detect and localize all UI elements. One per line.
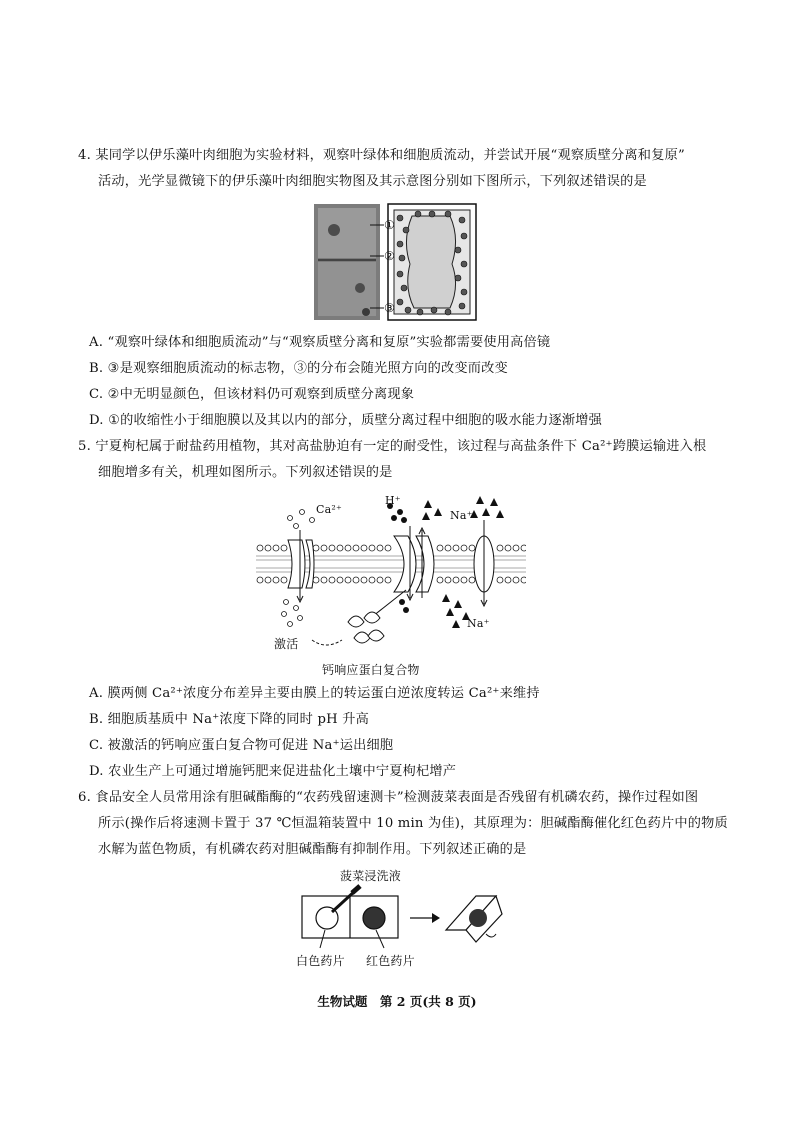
q5-label-h: H⁺ <box>385 494 401 507</box>
q5-label-na-top: Na⁺ <box>450 509 473 522</box>
q6-label-red: 红色药片 <box>366 954 415 968</box>
q4-stem-line1: 4. 某同学以伊乐藻叶肉细胞为实验材料，观察叶绿体和细胞质流动，并尝试开展“观察质壁分离和复原” <box>78 148 685 163</box>
q5-option-b: B. 细胞质基质中 Na⁺浓度下降的同时 pH 升高 <box>89 712 369 727</box>
q5-option-a: A. 膜两侧 Ca²⁺浓度分布差异主要由膜上的转运蛋白逆浓度转运 Ca²⁺来维持 <box>89 686 540 701</box>
q5-label-activate: 激活 <box>274 637 299 651</box>
q5-option-c: C. 被激活的钙响应蛋白复合物可促进 Na⁺运出细胞 <box>89 738 394 753</box>
q5-option-d: D. 农业生产上可通过增施钙肥来促进盐化土壤中宁夏枸杞增产 <box>89 764 457 779</box>
q4-option-b: B. ③是观察细胞质流动的标志物，③的分布会随光照方向的改变而改变 <box>89 361 508 376</box>
q6-test-card-figure <box>300 884 510 954</box>
q4-option-a: A. “观察叶绿体和细胞质流动”与“观察质壁分离和复原”实验都需要使用高倍镜 <box>89 335 551 350</box>
page-footer: 生物试题 第 2 页(共 8 页) <box>317 994 477 1009</box>
q6-label-white: 白色药片 <box>296 954 345 968</box>
q6-label-wash: 菠菜浸洗液 <box>340 869 402 883</box>
q4-label-3: ③ <box>384 301 395 315</box>
q5-stem-line2: 细胞增多有关，机理如图所示。下列叙述错误的是 <box>98 465 393 480</box>
q6-stem-line2: 所示(操作后将速测卡置于 37 ℃恒温箱装置中 10 min 为佳)，其原理为：胆碱酯酶催化红色药片中的物质 <box>98 816 728 831</box>
q5-stem-line1: 5. 宁夏枸杞属于耐盐药用植物，其对高盐胁迫有一定的耐受性，该过程与高盐条件下 Ca²⁺跨膜运输进入根 <box>78 439 707 454</box>
q5-label-ca: Ca²⁺ <box>316 503 342 516</box>
q4-label-2: ② <box>384 249 395 263</box>
q4-option-c: C. ②中无明显颜色，但该材料仍可观察到质壁分离现象 <box>89 387 415 402</box>
q4-label-lines <box>370 212 420 312</box>
q5-label-complex: 钙响应蛋白复合物 <box>322 663 420 677</box>
q5-label-na-bottom: Na⁺ <box>467 617 490 630</box>
q6-stem-line1: 6. 食品安全人员常用涂有胆碱酯酶的“农药残留速测卡”检测菠菜表面是否残留有机磷农药，操作过程如图 <box>78 790 699 805</box>
q6-stem-line3: 水解为蓝色物质，有机磷农药对胆碱酯酶有抑制作用。下列叙述正确的是 <box>98 842 527 857</box>
q4-stem-line2: 活动，光学显微镜下的伊乐藻叶肉细胞实物图及其示意图分别如下图所示，下列叙述错误的是 <box>98 174 647 189</box>
q4-option-d: D. ①的收缩性小于细胞膜以及其以内的部分，质壁分离过程中细胞的吸水能力逐渐增强 <box>89 413 603 428</box>
q4-label-1: ① <box>384 218 395 232</box>
